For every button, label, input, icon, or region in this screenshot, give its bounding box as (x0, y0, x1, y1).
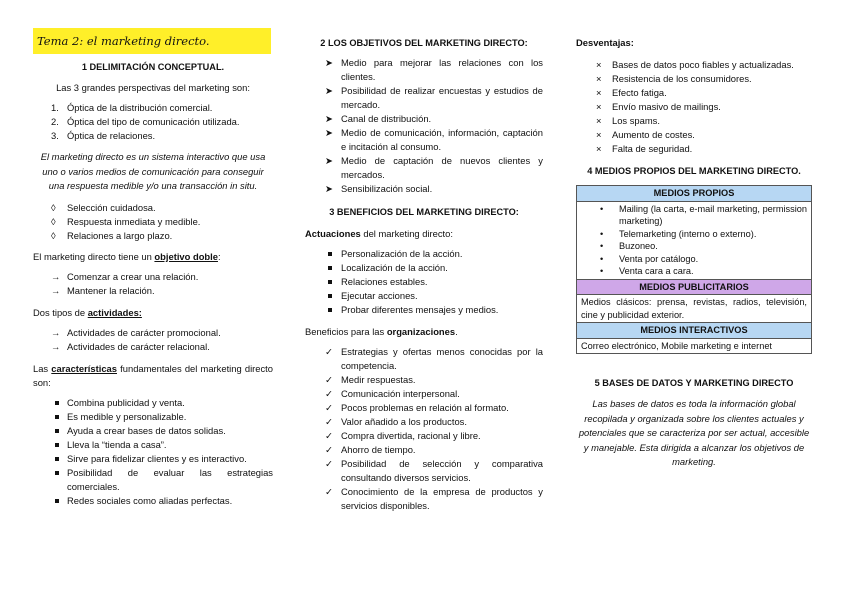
objetivos-list (305, 56, 543, 196)
list-item: × Envío masivo de mailings. (596, 101, 721, 112)
page-title: Tema 2: el marketing directo. (33, 28, 271, 54)
list-item: Posibilidad de evaluar las estrategias comerciales. (33, 466, 273, 494)
list-item: ➤ Medio de comunicación, información, captación e incitación al consumo. (325, 127, 543, 152)
list-item: Personalización de la acción. (305, 247, 543, 261)
list-item: Combina publicidad y venta. (33, 396, 273, 410)
medios-interactivos-header: MEDIOS INTERACTIVOS (577, 323, 812, 339)
list-item: ➤ Sensibilización social. (325, 183, 433, 194)
caracteristicas-text: Las características fundamentales del marketing directo son: (33, 362, 273, 388)
definition-text: El marketing directo es un sistema interactivo que usa uno o varios medios de comunicación para conseguir una respuesta medible y/o una transacción in situ. (40, 151, 266, 191)
list-item: ✓ Conocimiento de la empresa de productos y servicios disponibles. (325, 486, 543, 511)
list-item: 3. Óptica de relaciones. (51, 130, 156, 141)
desventajas-list (576, 58, 812, 156)
objetivo-doble-text: El marketing directo tiene un objetivo doble: (33, 250, 221, 262)
list-item: → Comenzar a crear una relación. (51, 270, 199, 282)
actuaciones-list (305, 247, 543, 317)
list-item: 1. Óptica de la distribución comercial. (51, 102, 213, 113)
list-item: ✓ Estrategias y ofertas menos conocidas por la competencia. (325, 346, 543, 371)
medios-propios-header: MEDIOS PROPIOS (577, 186, 812, 202)
list-item: Redes sociales como aliadas perfectas. (33, 494, 273, 508)
actividades-list (33, 326, 273, 354)
medios-propios-cell (577, 201, 812, 279)
list-item: × Efecto fatiga. (596, 87, 667, 98)
list-item: Ejecutar acciones. (305, 289, 543, 303)
section-1-heading: 1 DELIMITACIÓN CONCEPTUAL. (81, 62, 225, 72)
column-1 (33, 0, 273, 508)
list-item: • Venta por catálogo. (600, 253, 699, 264)
list-item: ✓ Posibilidad de selección y comparativa consultando diversos servicios. (325, 458, 543, 483)
column-2 (305, 0, 543, 513)
section-2-heading: 2 LOS OBJETIVOS DEL MARKETING DIRECTO: (320, 38, 528, 48)
bases-datos-text: Las bases de datos es toda la información global recopilada y organizada sobre los clientes actuales y potenciales que se caracteriza por ser actual, accesible y manejable. Esta dirigida a alcanzar los objetivos de marketing. (578, 398, 810, 467)
medios-interactivos-cell: Correo electrónico, Mobile marketing e internet (577, 338, 812, 354)
list-item: ✓ Medir respuestas. (325, 374, 416, 385)
list-item: ➤ Canal de distribución. (325, 113, 432, 124)
list-item: Es medible y personalizable. (33, 410, 273, 424)
beneficios-list (305, 345, 543, 513)
section-3-heading: 3 BENEFICIOS DEL MARKETING DIRECTO: (329, 207, 519, 217)
medios-publicitarios-cell: Medios clásicos: prensa, revistas, radios, televisión, cine y publicidad exterior. (577, 295, 812, 323)
list-item: ✓ Pocos problemas en relación al formato. (325, 402, 509, 413)
desventajas-heading: Desventajas: (576, 37, 634, 48)
list-item: Ayuda a crear bases de datos solidas. (33, 424, 273, 438)
list-item: • Venta cara a cara. (600, 266, 694, 276)
list-item: Relaciones estables. (305, 275, 543, 289)
diamond-list (33, 201, 273, 243)
list-item: ✓ Ahorro de tiempo. (325, 444, 416, 455)
list-item: → Actividades de carácter relacional. (51, 340, 210, 352)
actuaciones-text: Actuaciones del marketing directo: (305, 228, 453, 239)
list-item: → Mantener la relación. (51, 284, 155, 296)
list-item: Sirve para fidelizar clientes y es interactivo. (33, 452, 273, 466)
list-item: × Falta de seguridad. (596, 143, 693, 154)
beneficios-text: Beneficios para las organizaciones. (305, 326, 458, 337)
list-item: ➤ Medio para mejorar las relaciones con los clientes. (325, 57, 543, 82)
list-item: → Actividades de carácter promocional. (51, 326, 221, 338)
perspectives-intro: Las 3 grandes perspectivas del marketing son: (56, 82, 250, 93)
actividades-text: Dos tipos de actividades: (33, 306, 142, 318)
caracteristicas-list (33, 396, 273, 508)
objetivo-list (33, 270, 273, 298)
list-item: ➤ Medio de captación de nuevos clientes y mercados. (325, 155, 543, 180)
list-item: ◊ Relaciones a largo plazo. (51, 229, 173, 241)
medios-publicitarios-header: MEDIOS PUBLICITARIOS (577, 279, 812, 295)
list-item: Probar diferentes mensajes y medios. (305, 303, 543, 317)
list-item: ✓ Comunicación interpersonal. (325, 388, 460, 399)
list-item: × Los spams. (596, 115, 660, 126)
list-item: ◊ Selección cuidadosa. (51, 201, 156, 213)
list-item: ✓ Compra divertida, racional y libre. (325, 430, 481, 441)
list-item: ➤ Posibilidad de realizar encuestas y estudios de mercado. (325, 85, 543, 110)
section-5-heading: 5 BASES DE DATOS Y MARKETING DIRECTO (594, 378, 794, 388)
medios-table (576, 185, 812, 354)
perspectives-list (33, 101, 273, 143)
list-item: × Aumento de costes. (596, 129, 695, 140)
list-item: ◊ Respuesta inmediata y medible. (51, 215, 201, 227)
list-item: ✓ Valor añadido a los productos. (325, 416, 467, 427)
list-item: • Mailing (la carta, e-mail marketing, permission marketing) (600, 203, 807, 226)
list-item: × Resistencia de los consumidores. (596, 73, 752, 84)
list-item: 2. Óptica del tipo de comunicación utilizada. (51, 116, 240, 127)
list-item: Lleva la “tienda a casa”. (33, 438, 273, 452)
list-item: Localización de la acción. (305, 261, 543, 275)
list-item: × Bases de datos poco fiables y actualizadas. (596, 59, 794, 70)
column-3 (576, 0, 812, 470)
list-item: • Buzoneo. (600, 241, 658, 251)
list-item: • Telemarketing (interno o externo). (600, 228, 757, 239)
section-4-heading: 4 MEDIOS PROPIOS DEL MARKETING DIRECTO. (587, 166, 801, 176)
